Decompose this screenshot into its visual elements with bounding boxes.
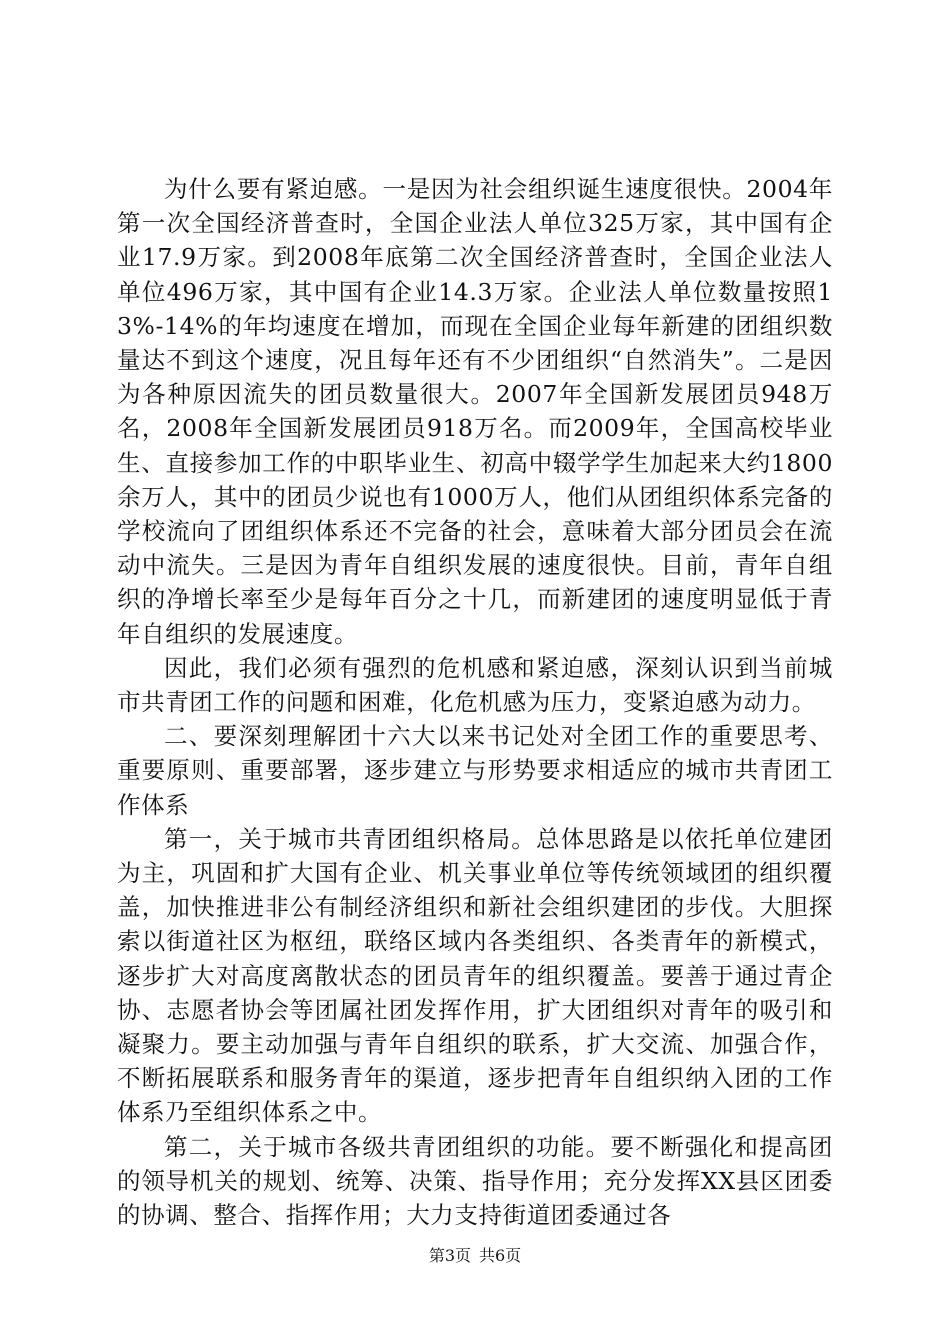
page-total: 共6页 [479, 1246, 522, 1265]
section-heading-two: 二、要深刻理解团十六大以来书记处对全团工作的重要思考、重要原则、重要部署，逐步建立与形势要求相适应的城市共青团工作体系 [117, 722, 833, 819]
paragraph-organization-function: 第二，关于城市各级共青团组织的功能。要不断强化和提高团的领导机关的规划、统筹、决策、指导作用；充分发挥XX县区团委的协调、整合、指挥作用；大力支持街道团委通过各 [117, 1132, 833, 1230]
document-body [117, 172, 833, 1232]
paragraph-urgency: 为什么要有紧迫感。一是因为社会组织诞生速度很快。2004年第一次全国经济普查时，全国企业法人单位325万家，其中国有企业17.9万家。到2008年底第二次全国经济普查时，全国企业法人单位496万家，其中国有企业14.3万家。企业法人单位数量按照13%-14%的年均速度在增加，而现在全国企业每年新建的团组织数量达不到这个速度，况且每年还有不少团组织“自然消失”。二是因为各种原因流失的团员数量很大。2007年全国新发展团员948万名，2008年全国新发展团员918万名。而2009年，全国高校毕业生、直接参加工作的中职毕业生、初高中辍学学生加起来大约1800余万人，其中的团员少说也有1000万人，他们从团组织体系完备的学校流向了团组织体系还不完备的社会，意味着大部分团员会在流动中流失。三是因为青年自组织发展的速度很快。目前，青年自组织的净增长率至少是每年百分之十几，而新建团的速度明显低于青年自组织的发展速度。 [117, 175, 833, 648]
paragraph-organization-pattern: 第一，关于城市共青团组织格局。总体思路是以依托单位建团为主，巩固和扩大国有企业、机关事业单位等传统领域团的组织覆盖，加快推进非公有制经济组织和新社会组织建团的步伐。大胆探索以街道社区为枢纽，联络区域内各类组织、各类青年的新模式，逐步扩大对高度离散状态的团员青年的组织覆盖。要善于通过青企协、志愿者协会等团属社团发挥作用，扩大团组织对青年的吸引和凝聚力。要主动加强与青年自组织的联系，扩大交流、加强合作，不断拓展联系和服务青年的渠道，逐步把青年自组织纳入团的工作体系乃至组织体系之中。 [117, 824, 833, 1127]
page-footer [0, 1245, 950, 1267]
paragraph-crisis-awareness: 因此，我们必须有强烈的危机感和紧迫感，深刻认识到当前城市共青团工作的问题和困难，化危机感为压力，变紧迫感为动力。 [117, 653, 833, 717]
page-number: 第3页 [428, 1246, 471, 1265]
